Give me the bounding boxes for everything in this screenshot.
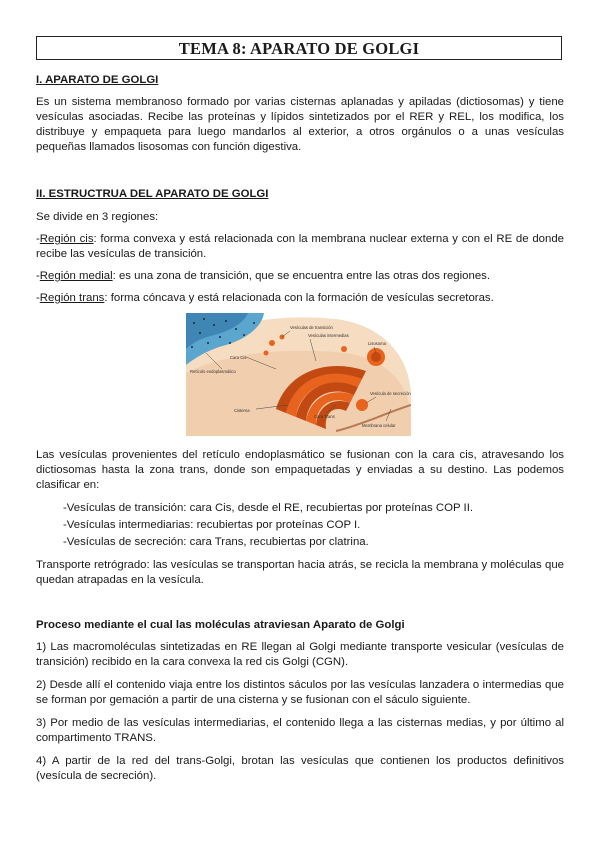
- section1-paragraph: Es un sistema membranoso formado por varias cisternas aplanadas y apiladas (dictiosomas) y tiene vesículas asociadas. Recibe las proteínas y lípidos sintetizados por el RER y REL, los modifica, los distribuye y empaqueta para luego mandarlos al exterior, a otros orgánulos o a unas vesículas pequeñas llamados lisosomas con función digestiva.: [36, 96, 564, 153]
- label-cisterna: Cisterna: [234, 408, 250, 413]
- region-prefix: -: [36, 292, 40, 304]
- region-medial-text: : es una zona de transición, que se encuentra entre las otras dos regiones.: [112, 270, 491, 282]
- region-trans-text: : forma cóncava y está relacionada con la formación de vesículas secretoras.: [104, 292, 494, 304]
- region-cis-term: Región cis: [39, 233, 94, 245]
- process-step: 1) Las macromoléculas sintetizadas en RE llegan al Golgi mediante transporte vesicular (vesículas de transición) recibido en la cara convexa la red cis Golgi (CGN).: [36, 641, 564, 668]
- region-prefix: -: [36, 233, 40, 245]
- process-step: 4) A partir de la red del trans-Golgi, brotan las vesículas que contienen los productos definitivos (vesícula de secreción).: [36, 755, 564, 782]
- label-cara-cis: Cara Cis: [230, 355, 247, 360]
- section2-paragraph: Las vesículas provenientes del retículo endoplasmático se fusionan con la cara cis, atravesando los dictiosomas hasta la zona trans, donde son empaquetadas y enviadas a su destino. Las podemos clasificar en:: [36, 449, 564, 491]
- region-cis: [36, 232, 564, 262]
- region-medial: [36, 269, 564, 284]
- page-title: TEMA 8: APARATO DE GOLGI: [36, 36, 562, 60]
- label-cara-trans: Cara Trans: [314, 414, 335, 419]
- process-step: 3) Por medio de las vesículas intermediarias, el contenido llega a las cisternas medias, y por último al compartimento TRANS.: [36, 717, 564, 744]
- region-trans-term: Región trans: [39, 292, 105, 304]
- vesicle-type: -Vesículas intermediarias: recubiertas por proteínas COP I.: [63, 519, 361, 531]
- section2-intro: Se divide en 3 regiones:: [36, 211, 159, 223]
- label-vesicula-secrecion: Vesícula de secreción: [370, 391, 411, 396]
- region-cis-text: : forma convexa y está relacionada con la membrana nuclear externa y con el RE de donde recibe las vesículas de transición.: [36, 233, 564, 260]
- region-trans: [36, 291, 564, 306]
- vesicle-type: -Vesículas de transición: cara Cis, desde el RE, recubiertas por proteínas COP II.: [63, 502, 474, 514]
- label-vesiculas-transicion: Vesículas de transición: [290, 325, 333, 330]
- label-vesiculas-intermedias: Vesículas intermedias: [308, 333, 349, 338]
- region-prefix: -: [36, 270, 40, 282]
- label-reticulo: Retículo endoplasmático: [190, 369, 236, 374]
- golgi-diagram: [186, 313, 411, 436]
- vesicle-type: -Vesículas de secreción: cara Trans, recubiertas por clatrina.: [63, 536, 369, 548]
- retrograde-transport: Transporte retrógrado: las vesículas se transportan hacia atrás, se recicla la membrana y moléculas que quedan atrapadas en la vesícula.: [36, 559, 564, 586]
- label-lisosoma: Lisosoma: [368, 341, 386, 346]
- section3-heading: Proceso mediante el cual las moléculas atraviesan Aparato de Golgi: [36, 619, 405, 631]
- section1-heading: I. APARATO DE GOLGI: [36, 74, 159, 86]
- section2-heading: II. ESTRUCTRUA DEL APARATO DE GOLGI: [36, 188, 269, 200]
- region-medial-term: Región medial: [39, 270, 113, 282]
- process-step: 2) Desde allí el contenido viaja entre los distintos sáculos por las vesículas lanzadera o intermedias que se forman por gemación a partir de una cisterna y se fusionan con el sáculo siguiente.: [36, 679, 564, 706]
- label-membrana-celular: Membrana celular: [362, 423, 396, 428]
